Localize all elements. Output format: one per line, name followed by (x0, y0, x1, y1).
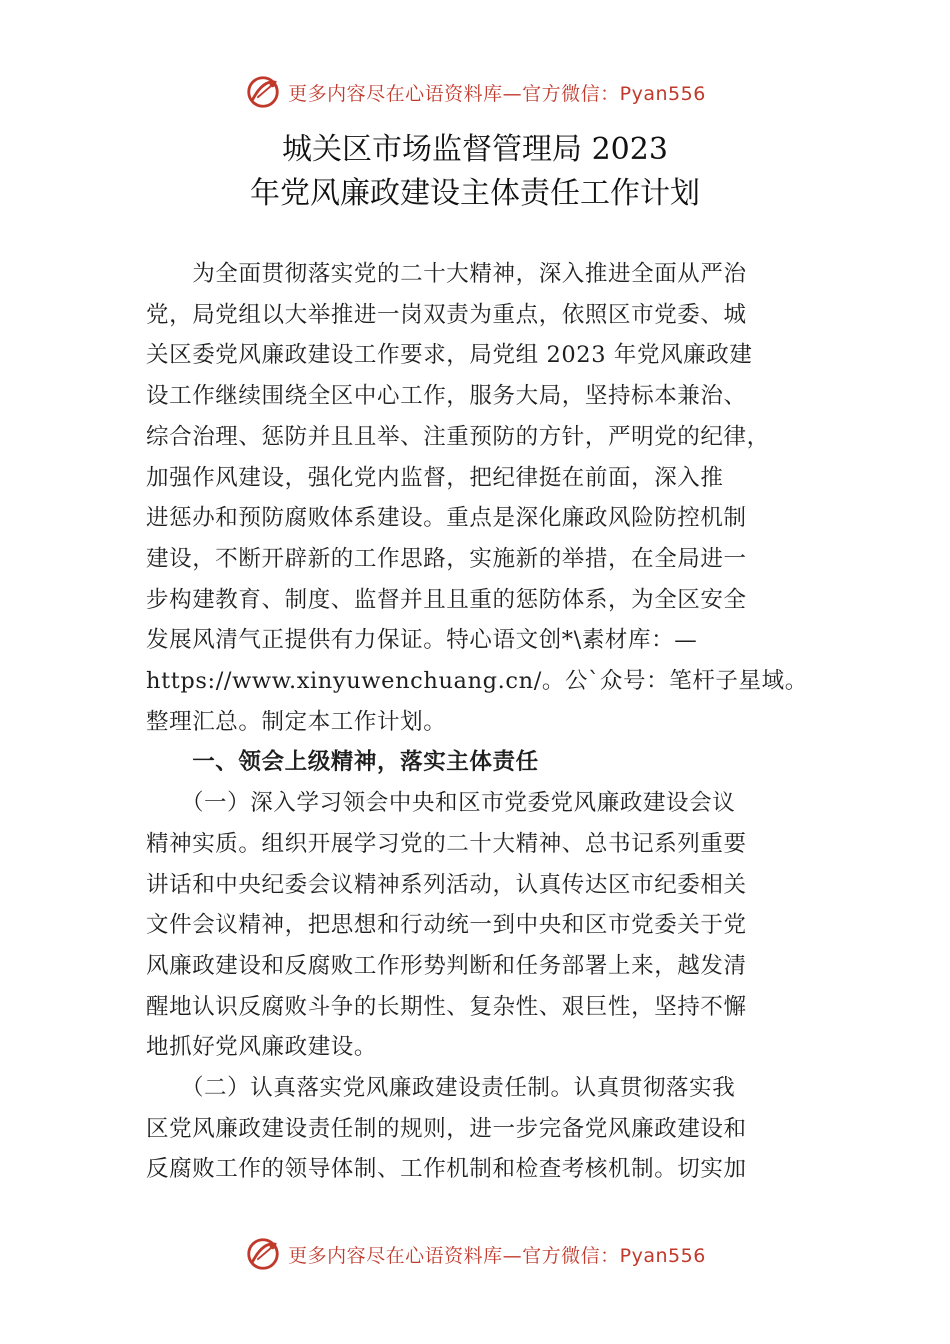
body-text-line: （二）认真落实党风廉政建设责任制。认真贯彻落实我 (146, 1075, 736, 1101)
body-text-line: （一）深入学习领会中央和区市党委党风廉政建设会议 (146, 790, 736, 817)
footer-watermark-banner (0, 1232, 950, 1276)
body-text-line: 发展风清气正提供有力保证。特心语文创*\素材库：— (146, 627, 698, 654)
body-text-line: 区党风廉政建设责任制的规则，进一步完备党风廉政建设和 (146, 1115, 747, 1142)
body-text-line: 讲话和中央纪委会议精神系列活动，认真传达区市纪委相关 (146, 871, 747, 898)
body-text-line: 风廉政建设和反腐败工作形势判断和任务部署上来，越发清 (146, 952, 747, 979)
body-text-line: 进惩办和预防腐败体系建设。重点是深化廉政风险防控机制 (146, 505, 747, 532)
body-text-line: https://www.xinyuwenchuang.cn/。公`众号：笔杆子星域。 (146, 668, 808, 694)
body-text-line: 步构建教育、制度、监督并且且重的惩防体系，为全区安全 (146, 586, 747, 613)
body-text-line: 加强作风建设，强化党内监督，把纪律挺在前面，深入推 (146, 464, 724, 491)
body-text-line: 醒地认识反腐败斗争的长期性、复杂性、艰巨性，坚持不懈 (146, 993, 747, 1020)
body-text-line: 建设，不断开辟新的工作思路，实施新的举措，在全局进一 (146, 545, 747, 572)
body-text-line: 地抓好党风廉政建设。 (146, 1034, 378, 1061)
body-text-line: 整理汇总。制定本工作计划。 (146, 708, 447, 735)
banner-text: 更多内容尽在心语资料库—官方微信：Pyan556 (288, 1244, 706, 1267)
brush-logo-icon (244, 73, 282, 111)
body-text-line: 设工作继续围绕全区中心工作，服务大局，坚持标本兼治、 (146, 383, 747, 410)
document-title-line-2: 年党风廉政建设主体责任工作计划 (250, 176, 700, 211)
body-text-line: 文件会议精神，把思想和行动统一到中央和区市党委关于党 (146, 912, 747, 939)
brush-logo-icon (244, 1235, 282, 1273)
body-text-line: 反腐败工作的领导体制、工作机制和检查考核机制。切实加 (146, 1156, 747, 1183)
body-text-line: 党，局党组以大举推进一岗双责为重点，依照区市党委、城 (146, 301, 747, 328)
banner-text: 更多内容尽在心语资料库—官方微信：Pyan556 (288, 82, 706, 105)
section-heading: 一、领会上级精神，落实主体责任 (146, 749, 539, 776)
document-title-line-1: 城关区市场监督管理局 2023 (282, 132, 668, 167)
body-text-line: 关区委党风廉政建设工作要求，局党组 2023 年党风廉政建 (146, 342, 753, 369)
body-text-line: 综合治理、惩防并且且举、注重预防的方针，严明党的纪律， (146, 423, 770, 450)
body-text-line: 精神实质。组织开展学习党的二十大精神、总书记系列重要 (146, 830, 747, 857)
header-watermark-banner (0, 70, 950, 114)
body-text-line: 为全面贯彻落实党的二十大精神，深入推进全面从严治 (146, 261, 747, 287)
